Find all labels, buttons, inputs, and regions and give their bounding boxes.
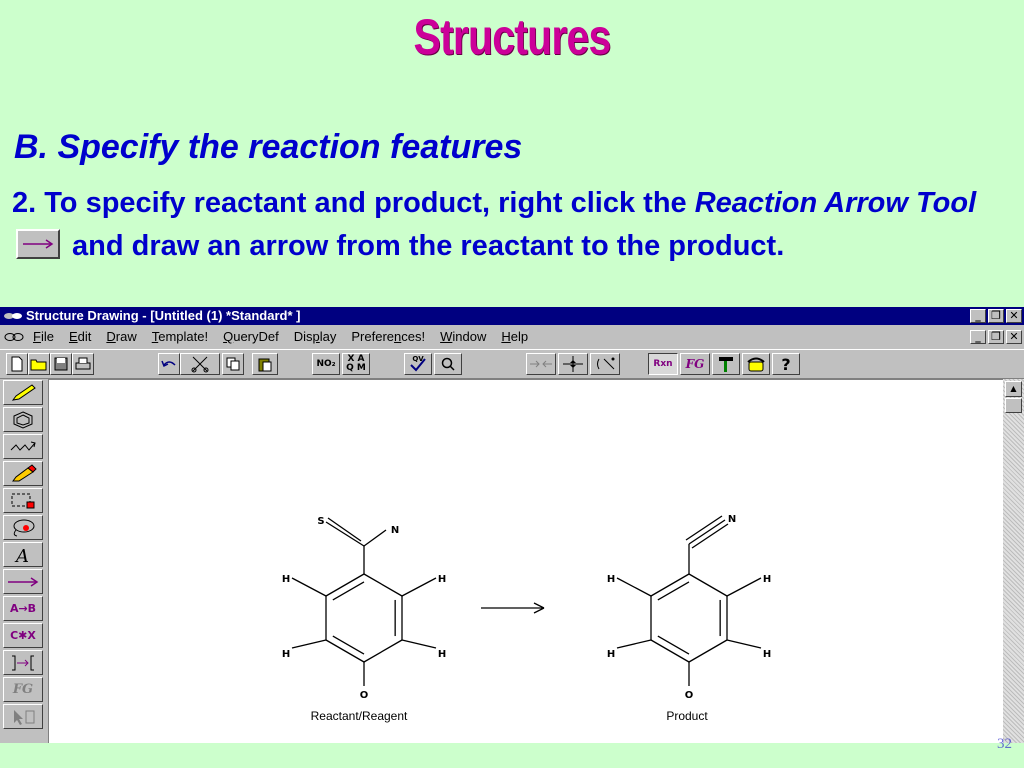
minimize-button[interactable]: _	[970, 309, 986, 323]
product-h-atom: H	[762, 574, 772, 585]
select-tool[interactable]	[3, 488, 43, 513]
close-button[interactable]: ✕	[1006, 309, 1022, 323]
step-instruction	[12, 182, 1002, 268]
pointer-arrow-icon	[8, 707, 38, 727]
reactant-n-atom: N	[390, 525, 400, 536]
doc-minimize-button[interactable]: _	[970, 330, 986, 344]
reactant-h-atom: H	[437, 574, 447, 585]
printer-icon	[74, 356, 92, 372]
print-button[interactable]	[72, 353, 94, 375]
save-button[interactable]	[50, 353, 72, 375]
step-text-part2: and draw an arrow from the reactant to the product.	[64, 230, 785, 262]
reactant-h-atom: H	[281, 574, 291, 585]
menu-bar	[0, 326, 1024, 348]
new-document-icon	[10, 356, 24, 372]
restore-button[interactable]: ❐	[988, 309, 1004, 323]
reaction-button[interactable]: Rxn	[648, 353, 678, 375]
new-document-button[interactable]	[6, 353, 28, 375]
reaction-arrow-head	[534, 603, 544, 608]
product-h-bond	[617, 578, 651, 596]
atom-mapping-tool[interactable]: A→B	[3, 596, 43, 621]
functional-group-button[interactable]: FG	[680, 353, 710, 375]
clipboard-icon	[256, 356, 274, 372]
menu-item[interactable]: Template!	[151, 329, 209, 344]
undo-button[interactable]	[158, 353, 180, 375]
menu-item[interactable]: QueryDef	[223, 329, 279, 344]
product-h-bond	[617, 640, 651, 648]
help-button[interactable]: ?	[772, 353, 800, 375]
reactant-h-bond	[402, 640, 436, 648]
menu-item[interactable]: Help	[501, 329, 529, 344]
hammer-icon	[716, 355, 736, 373]
product-h-atom: H	[606, 649, 616, 660]
menu-item[interactable]: File	[33, 329, 54, 344]
reactant-h-atom: H	[437, 649, 447, 660]
menu-item[interactable]: Edit	[68, 329, 92, 344]
step-text-part1: 2. To specify reactant and product, right click the	[12, 187, 695, 219]
reactant-cn-bond	[364, 530, 386, 546]
drawing-canvas[interactable]	[48, 379, 1003, 743]
product-ring-bond	[689, 640, 727, 662]
fg-palette-tool[interactable]: FG	[3, 677, 43, 702]
reaction-drawing	[49, 380, 1003, 743]
reactant-double-bond	[333, 582, 364, 600]
chain-tool[interactable]	[3, 434, 43, 459]
reactant-h-bond	[402, 578, 436, 596]
scissors-icon	[190, 355, 210, 373]
product-n-atom: N	[727, 514, 737, 525]
reactant-h-bond	[292, 640, 326, 648]
paste-button[interactable]	[252, 353, 278, 375]
product-double-bond	[658, 636, 689, 654]
chain-zigzag-icon	[8, 437, 38, 457]
product-triple-bond	[692, 524, 728, 548]
eraser-tool[interactable]	[3, 461, 43, 486]
reactant-cs-double-bond	[328, 518, 361, 541]
scroll-up-arrow[interactable]: ▲	[1005, 381, 1022, 397]
structure-drawing-window	[0, 307, 1024, 743]
slide-subtitle: B. Specify the reaction features	[14, 128, 523, 166]
reactant-label: Reactant/Reagent	[310, 709, 408, 723]
bracket-arrow-icon	[8, 653, 38, 673]
reaction-arrow-tool[interactable]	[3, 569, 43, 594]
window-title: Structure Drawing - [Untitled (1) *Standard* ]	[26, 308, 301, 323]
menu-item[interactable]: Display	[293, 329, 337, 344]
text-a-icon	[8, 545, 38, 565]
pencil-tool[interactable]	[3, 380, 43, 405]
telephone-icon	[746, 355, 766, 373]
reactant-h-bond	[292, 578, 326, 596]
lasso-icon	[8, 518, 38, 538]
reactant-cs-bond	[326, 522, 364, 546]
contract-button[interactable]	[526, 353, 556, 375]
bracket-tool[interactable]	[3, 650, 43, 675]
svg-text:A: A	[16, 545, 29, 565]
menu-item[interactable]: Draw	[106, 329, 137, 344]
atom-query-button[interactable]: X A Q M	[342, 353, 370, 375]
reactant-s-atom: S	[317, 516, 325, 527]
open-folder-icon	[30, 356, 48, 372]
product-o-atom: O	[684, 690, 694, 701]
clean-button[interactable]	[590, 353, 620, 375]
product-h-bond	[727, 578, 761, 596]
tools-button[interactable]	[712, 353, 740, 375]
product-h-bond	[727, 640, 761, 648]
eraser-pencil-icon	[8, 464, 38, 484]
marquee-select-icon	[8, 491, 38, 511]
vertical-scrollbar[interactable]	[1003, 379, 1024, 743]
undo-arrow-icon	[160, 356, 178, 372]
cut-button[interactable]	[180, 353, 220, 375]
center-move-icon	[562, 355, 584, 373]
menu-items	[33, 326, 543, 348]
slide-title: Structures	[413, 9, 611, 65]
step-text-italic: Reaction Arrow Tool	[694, 187, 977, 219]
open-folder-button[interactable]	[28, 353, 50, 375]
ring-tool[interactable]	[3, 407, 43, 432]
center-button[interactable]	[558, 353, 588, 375]
copy-icon	[225, 356, 241, 372]
query-verify-button[interactable]: QV	[404, 353, 432, 375]
copy-button[interactable]	[222, 353, 244, 375]
select-arrow-tool[interactable]	[3, 704, 43, 729]
product-triple-bond	[689, 520, 725, 544]
product-h-atom: H	[762, 649, 772, 660]
phone-support-button[interactable]	[742, 353, 770, 375]
bond-center-tool[interactable]: C✱X	[3, 623, 43, 648]
hexagon-icon	[8, 410, 38, 430]
floppy-disk-icon	[53, 356, 69, 372]
pencil-icon	[8, 383, 38, 403]
product-double-bond	[658, 582, 689, 600]
reaction-arrow-tool-icon	[16, 229, 60, 259]
menu-item[interactable]: Window	[440, 329, 487, 344]
reactant-o-atom: O	[359, 690, 369, 701]
reactant-ring-bond	[364, 574, 402, 596]
no2-button[interactable]: NO₂	[312, 353, 340, 375]
text-tool[interactable]	[3, 542, 43, 567]
clean-bond-icon	[594, 355, 616, 373]
lasso-tool[interactable]	[3, 515, 43, 540]
product-ring-bond	[689, 574, 727, 596]
magnifier-icon	[440, 356, 456, 372]
page-number: 32	[997, 736, 1012, 752]
tool-palette	[0, 379, 47, 743]
contract-arrows-icon	[529, 358, 553, 370]
doc-close-button[interactable]: ✕	[1006, 330, 1022, 344]
reaction-arrow-head	[534, 608, 544, 613]
reactant-double-bond	[333, 636, 364, 654]
product-h-atom: H	[606, 574, 616, 585]
search-button[interactable]	[434, 353, 462, 375]
reactant-ring-bond	[364, 640, 402, 662]
reactant-h-atom: H	[281, 649, 291, 660]
reaction-arrow-icon	[6, 575, 40, 589]
window-titlebar[interactable]	[0, 307, 1024, 325]
product-triple-bond	[686, 516, 722, 540]
product-label: Product	[666, 709, 708, 723]
doc-restore-button[interactable]: ❐	[988, 330, 1004, 344]
main-toolbar	[0, 349, 1024, 379]
scroll-thumb[interactable]	[1005, 398, 1022, 413]
menu-item[interactable]: Preferences!	[351, 329, 426, 344]
